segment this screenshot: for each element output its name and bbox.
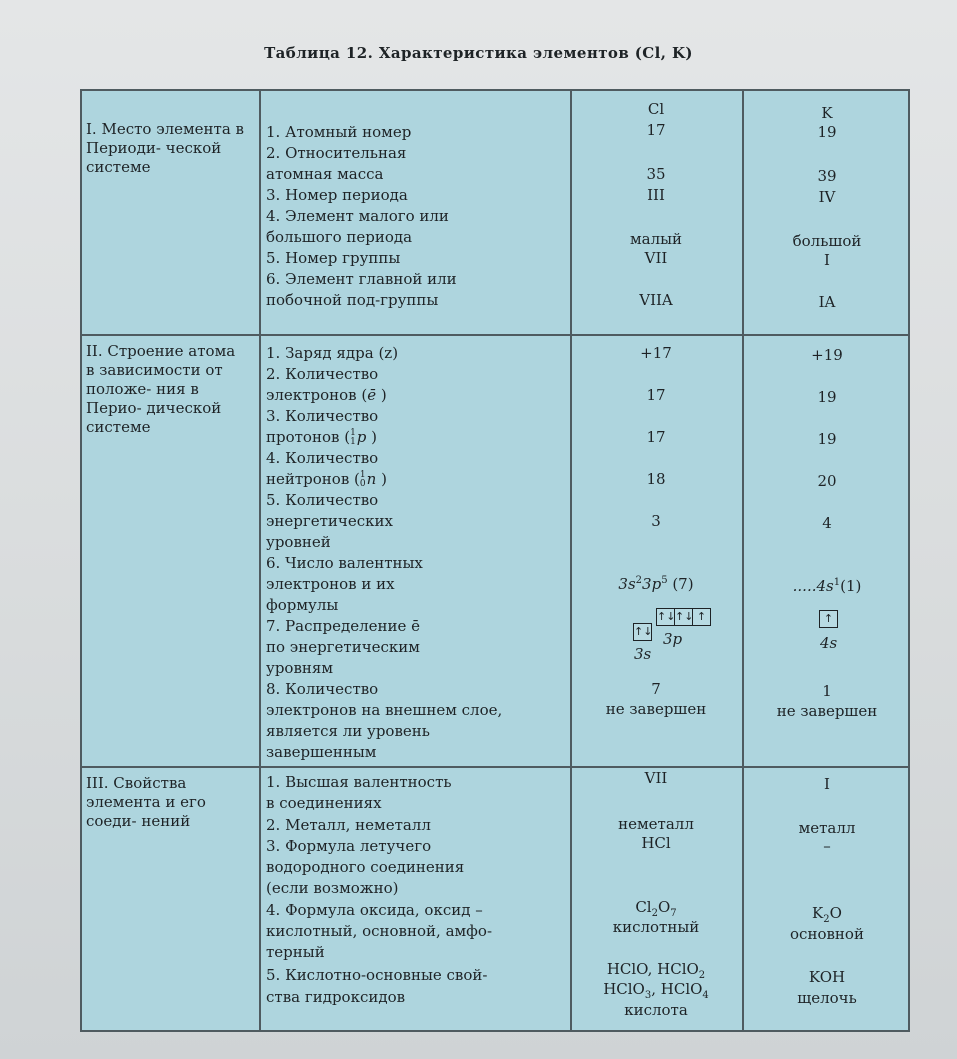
row-text: 1. Атомный номер bbox=[266, 123, 412, 141]
row-text: 6. Элемент главной или bbox=[266, 270, 457, 288]
cl-value: неметалл bbox=[618, 815, 694, 833]
table-title: Таблица 12. Характеристика элементов (Cl, K) bbox=[264, 44, 693, 62]
column-divider bbox=[259, 91, 261, 1030]
row-text: побочной под-группы bbox=[266, 291, 439, 309]
row-text: 1. Высшая валентность bbox=[266, 773, 452, 791]
k-value: – bbox=[823, 837, 831, 855]
cl-hydroxide-line2: HClO$_3$, HClO$_4$ bbox=[603, 980, 709, 1001]
row-text: в соединениях bbox=[266, 794, 382, 812]
row-text: водородного соединения bbox=[266, 858, 465, 876]
cl-value: кислотный bbox=[612, 918, 700, 936]
row-text: 3. Номер периода bbox=[266, 186, 408, 204]
row-text: 1. Заряд ядра (z) bbox=[266, 344, 399, 362]
k-value: 19 bbox=[817, 123, 837, 141]
row-text: 4. Элемент малого или bbox=[266, 207, 449, 225]
cl-value: не завершен bbox=[605, 700, 707, 718]
row-text: протонов ( 1 1 p ) bbox=[266, 428, 378, 447]
cl-hydroxide-line1: HClO, HClO$_2$ bbox=[606, 960, 706, 981]
cl-value: HCl bbox=[641, 834, 671, 852]
row-text: терный bbox=[266, 943, 325, 961]
row-text: 4. Формула оксида, оксид – bbox=[266, 901, 483, 919]
row-text: завершенным bbox=[266, 743, 377, 761]
section-label-place: I. Место элемента в Периоди- ческой системе bbox=[86, 120, 244, 176]
orbital-label-4s: 4s bbox=[820, 634, 838, 652]
row-text: 2. Металл, неметалл bbox=[266, 816, 431, 834]
k-value: 1 bbox=[822, 682, 832, 700]
orbital-label-3p: 3p bbox=[663, 630, 683, 648]
row-text: уровней bbox=[266, 533, 331, 551]
orbital-cell-4s: ↑ bbox=[819, 610, 838, 628]
header-k: K bbox=[821, 104, 833, 122]
cl-value: 17 bbox=[646, 121, 666, 139]
row-text: 2. Относительная bbox=[266, 144, 407, 162]
row-text: атомная масса bbox=[266, 165, 384, 183]
cl-value: VIIA bbox=[639, 291, 673, 309]
k-value: +19 bbox=[811, 346, 843, 364]
k-value: большой bbox=[792, 232, 862, 250]
orbital-cells-3p: ↑↓ ↑↓ ↑ bbox=[656, 608, 711, 626]
row-text: 5. Количество bbox=[266, 491, 379, 509]
cl-value: 17 bbox=[646, 428, 666, 446]
section-label-properties: III. Свойства элемента и его соеди- нений bbox=[86, 774, 206, 830]
k-value: 19 bbox=[817, 430, 837, 448]
k-value: I bbox=[824, 251, 830, 269]
row-text: 6. Число валентных bbox=[266, 554, 423, 572]
cl-electron-formula: $3s^23p^5$ (7) bbox=[618, 575, 694, 593]
row-text: 2. Количество bbox=[266, 365, 379, 383]
row-text: является ли уровень bbox=[266, 722, 430, 740]
k-value: щелочь bbox=[797, 989, 857, 1007]
cl-value: VII bbox=[644, 769, 668, 787]
k-value: IV bbox=[818, 188, 836, 206]
characteristics-table bbox=[80, 89, 910, 1032]
cl-value: +17 bbox=[640, 344, 672, 362]
row-text: (если возможно) bbox=[266, 879, 399, 897]
row-text: 3. Количество bbox=[266, 407, 379, 425]
row-text: 5. Номер группы bbox=[266, 249, 401, 267]
cl-value: 17 bbox=[646, 386, 666, 404]
row-text: 8. Количество bbox=[266, 680, 379, 698]
row-text: кислотный, основной, амфо- bbox=[266, 922, 493, 940]
k-value: I bbox=[824, 775, 830, 793]
row-text: 4. Количество bbox=[266, 449, 379, 467]
k-value: KOH bbox=[808, 968, 846, 986]
cl-oxide-formula: $Cl_2O_7$ bbox=[635, 898, 677, 919]
k-value: 20 bbox=[817, 472, 837, 490]
cl-value: III bbox=[647, 186, 665, 204]
row-text: энергетических bbox=[266, 512, 393, 530]
cl-value: 35 bbox=[646, 165, 666, 183]
row-text: 3. Формула летучего bbox=[266, 837, 432, 855]
row-text: электронов на внешнем слое, bbox=[266, 701, 503, 719]
section-label-structure: II. Строение атома в зависимости от положе- ния в Перио- дической системе bbox=[86, 342, 236, 436]
k-value: 19 bbox=[817, 388, 837, 406]
row-text: формулы bbox=[266, 596, 339, 614]
cl-value: 18 bbox=[646, 470, 666, 488]
row-text: 7. Распределение ē bbox=[266, 617, 421, 635]
row-text: нейтронов ( 1 0 n ) bbox=[266, 470, 387, 489]
k-value: 39 bbox=[817, 167, 837, 185]
row-divider bbox=[82, 334, 908, 336]
row-text: большого периода bbox=[266, 228, 413, 246]
orbital-cell-3s: ↑↓ bbox=[633, 623, 652, 641]
cl-value: 7 bbox=[651, 680, 661, 698]
header-cl: Cl bbox=[647, 100, 665, 118]
k-value: IA bbox=[818, 293, 836, 311]
k-electron-formula: $.....4s^1(1)$ bbox=[792, 577, 862, 595]
row-divider bbox=[82, 766, 908, 768]
row-text: уровням bbox=[266, 659, 334, 677]
k-value: металл bbox=[798, 819, 856, 837]
cl-value: кислота bbox=[624, 1001, 688, 1019]
row-text: электронов и их bbox=[266, 575, 395, 593]
k-value: основной bbox=[790, 925, 864, 943]
cl-value: VII bbox=[644, 249, 668, 267]
k-value: 4 bbox=[822, 514, 832, 532]
k-value: не завершен bbox=[776, 702, 878, 720]
row-text: ства гидроксидов bbox=[266, 988, 406, 1006]
k-oxide-formula: $K_2O$ bbox=[812, 904, 842, 925]
row-text: электронов (ē ) bbox=[266, 386, 387, 404]
cl-value: малый bbox=[629, 230, 683, 248]
cl-value: 3 bbox=[651, 512, 661, 530]
row-text: по энергетическим bbox=[266, 638, 420, 656]
orbital-label-3s: 3s bbox=[634, 645, 652, 663]
row-text: 5. Кислотно-основные свой- bbox=[266, 966, 488, 984]
